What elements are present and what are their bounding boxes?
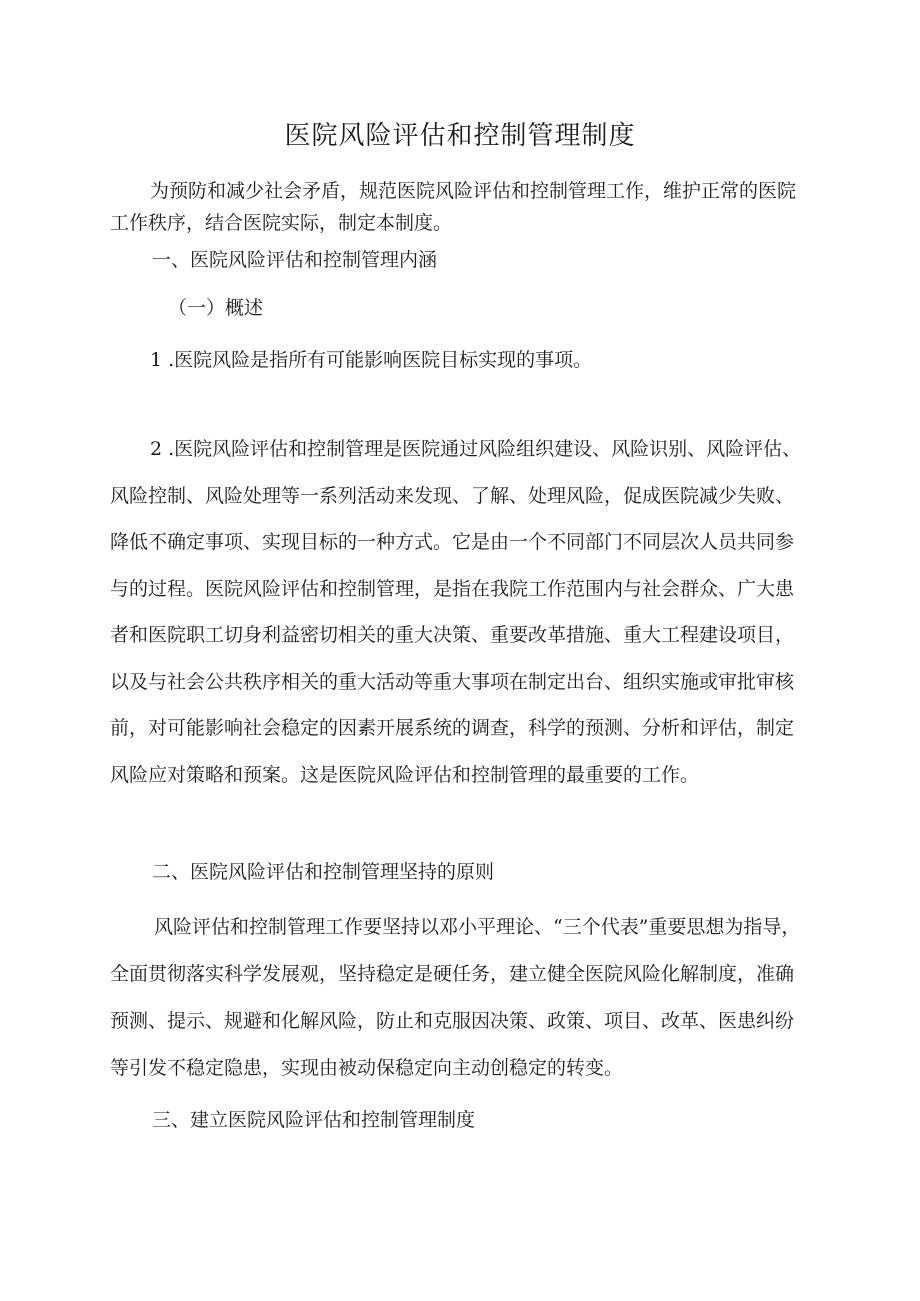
item-2-paragraph: 2 .医院风险评估和控制管理是医院通过风险组织建设、风险识别、风险评估、风险控制、风险处理等一系列活动来发现、了解、处理风险，促成医院减少失败、降低不确定事项、实现目标的一种方式。它是由一个不同部门不同层次人员共同参与的过程。医院风险评估和控制管理，是指在我院工作范围内与社会群众、广大患者和医院职工切身利益密切相关的重大决策、重要改革措施、重大工程建设项目，以及与社会公共秩序相关的重大活动等重大事项在制定出台、组织实施或审批审核前，对可能影响社会稳定的因素开展系统的调查，科学的预测、分析和评估，制定风险应对策略和预案。这是医院风险评估和控制管理的最重要的工作。 <box>110 438 802 786</box>
section-2-heading: 二、医院风险评估和控制管理坚持的原则 <box>152 861 495 883</box>
document-title: 医院风险评估和控制管理制度 <box>284 121 636 151</box>
section-3-heading: 三、建立医院风险评估和控制管理制度 <box>152 1109 476 1131</box>
intro-paragraph: 为预防和减少社会矛盾，规范医院风险评估和控制管理工作，维护正常的医院工作秩序，结合医院实际，制定本制度。 <box>110 180 797 234</box>
item-1-paragraph: 1 .医院风险是指所有可能影响医院目标实现的事项。 <box>150 349 593 371</box>
section-2-body: 风险评估和控制管理工作要坚持以邓小平理论、“三个代表”重要思想为指导，全面贯彻落实科学发展观，坚持稳定是硬任务，建立健全医院风险化解制度，准确预测、提示、规避和化解风险，防止和克服因决策、政策、项目、改革、医患纠纷等引发不稳定隐患，实现由被动保稳定向主动创稳定的转变。 <box>110 916 801 1079</box>
section-1-heading: 一、医院风险评估和控制管理内涵 <box>152 249 438 271</box>
subsection-1-heading: （一）概述 <box>168 297 264 319</box>
